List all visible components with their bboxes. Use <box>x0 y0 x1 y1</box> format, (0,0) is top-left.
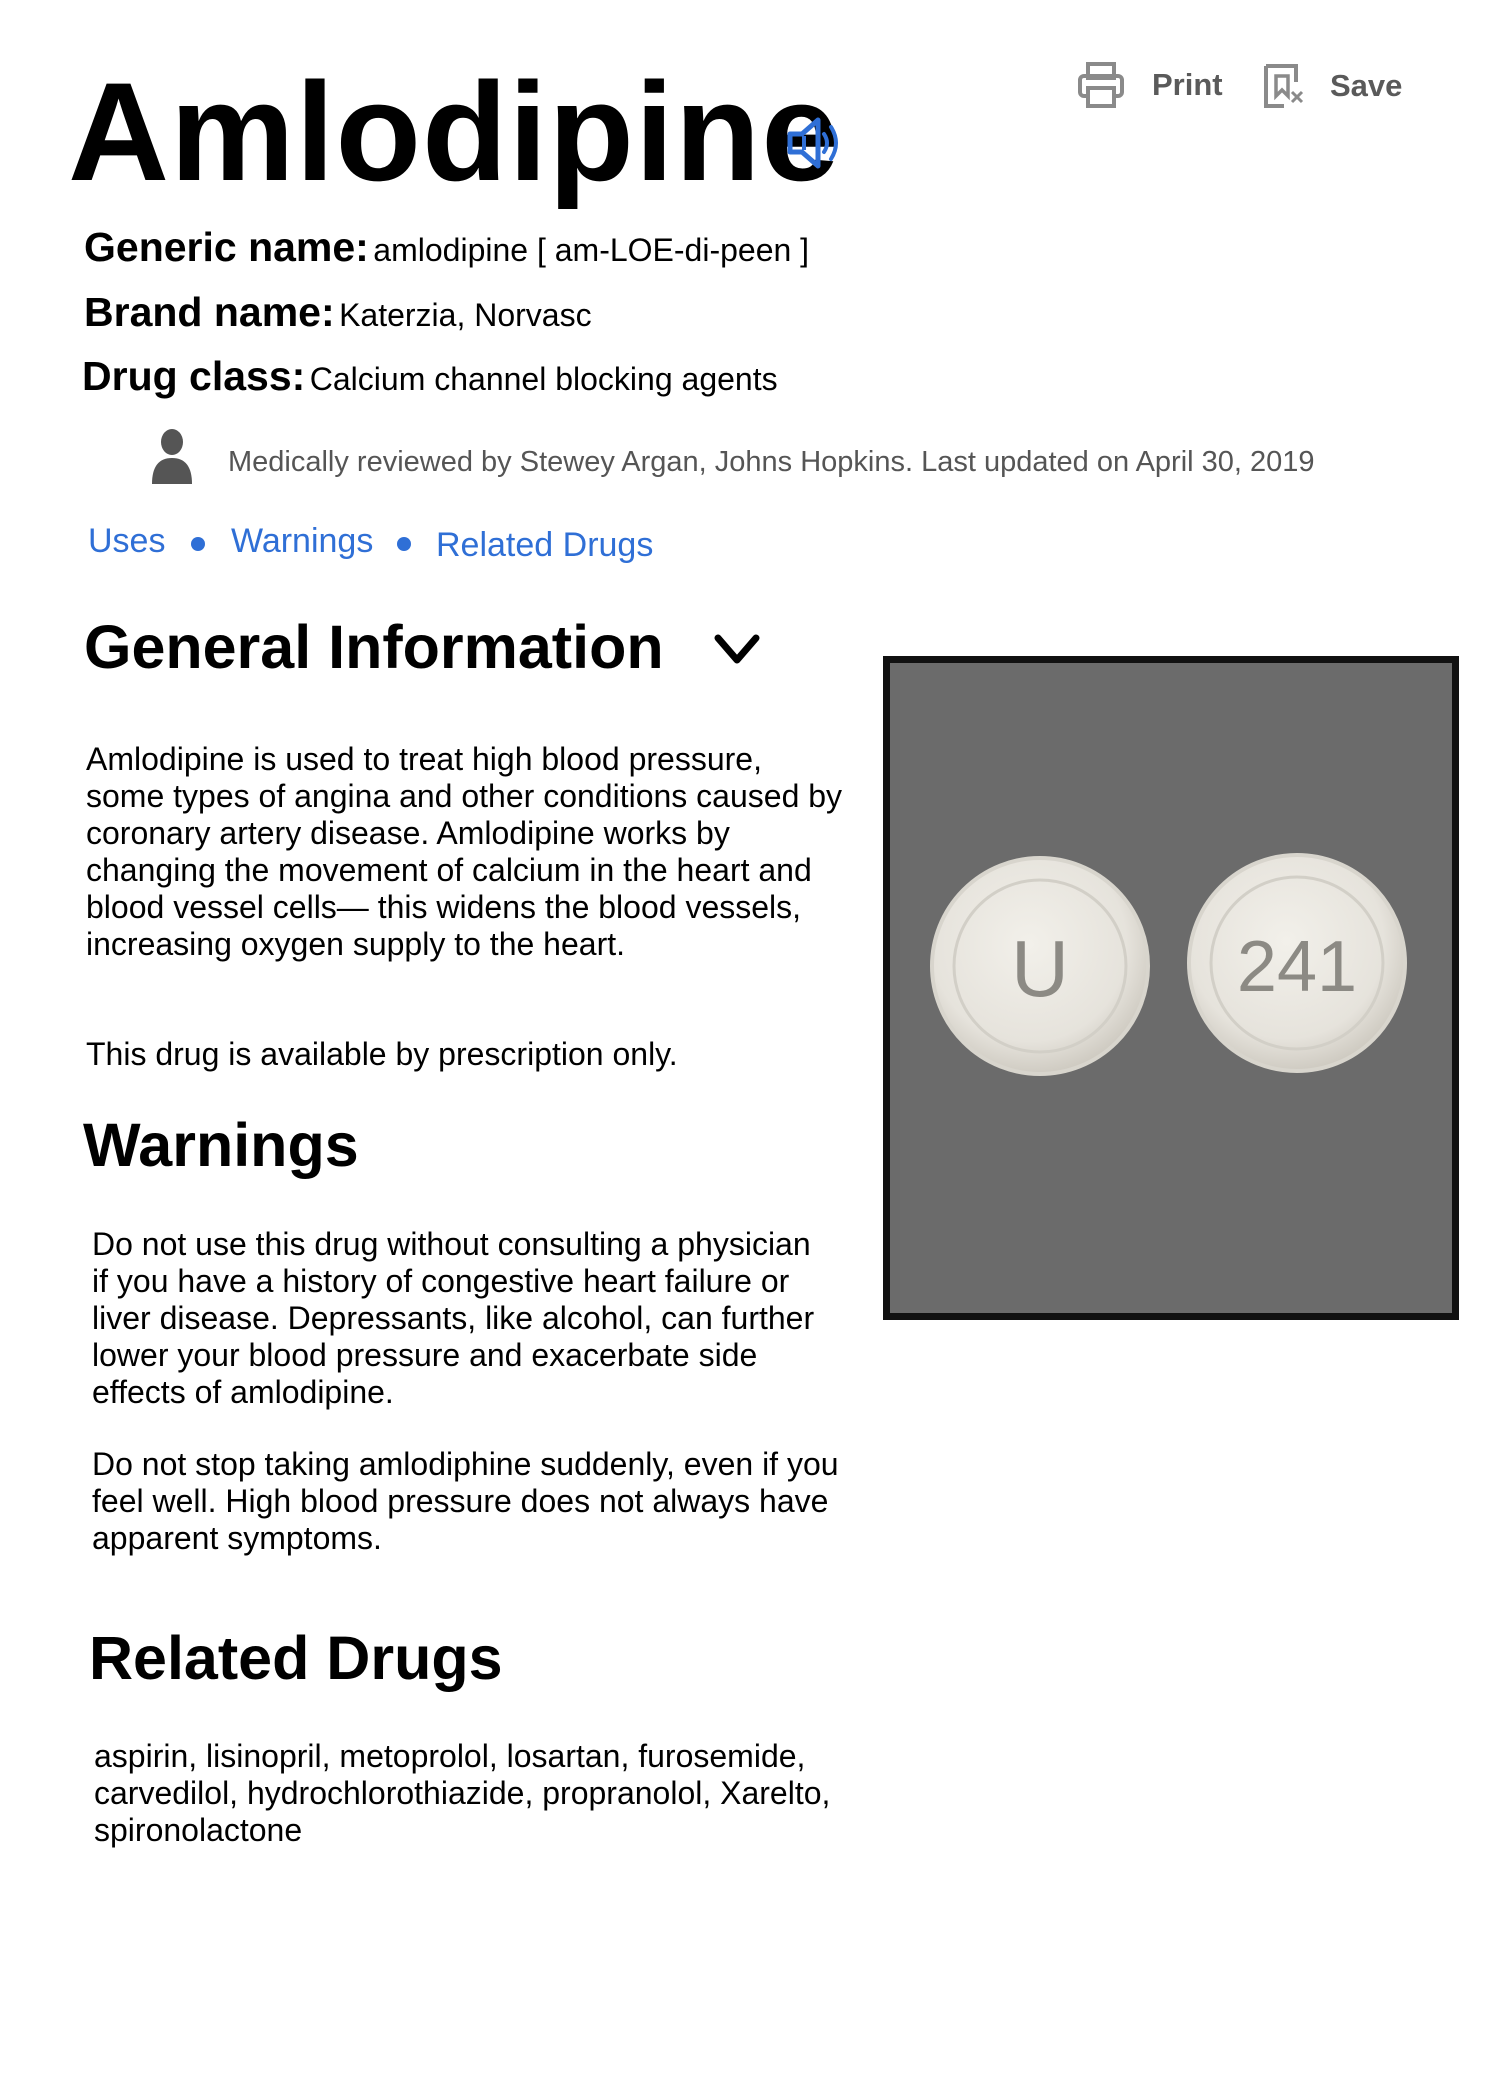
review-note: Medically reviewed by Stewey Argan, Johns Hopkins. Last updated on April 30, 2019 <box>228 446 1315 478</box>
generic-name-row <box>84 224 810 270</box>
general-information-heading: General Information <box>84 613 664 681</box>
print-label: Print <box>1152 67 1223 102</box>
speaker-icon[interactable] <box>784 112 846 179</box>
pill-left-imprint: U <box>1011 924 1069 1013</box>
bookmark-icon <box>1262 62 1306 110</box>
brand-name-value: Katerzia, Norvasc <box>339 297 592 333</box>
printer-icon <box>1076 60 1126 110</box>
page-title: Amlodipine <box>68 53 841 210</box>
generic-name-label: Generic name: <box>84 224 369 270</box>
drug-class-row <box>82 353 778 399</box>
drug-class-value: Calcium channel blocking agents <box>309 361 778 397</box>
print-button[interactable] <box>1076 60 1223 110</box>
save-button[interactable] <box>1262 62 1402 110</box>
nav-separator-dot <box>397 537 411 551</box>
nav-link-related-drugs[interactable]: Related Drugs <box>436 526 654 564</box>
nav-link-warnings[interactable]: Warnings <box>231 522 374 560</box>
person-icon <box>150 428 194 489</box>
pill-right-imprint: 241 <box>1236 927 1358 1007</box>
generic-name-value: amlodipine [ am-LOE-di-peen ] <box>373 232 810 268</box>
pill-right <box>1189 855 1405 1071</box>
warnings-paragraph: Do not use this drug without consulting a physician if you have a history of congestive heart failure or liver disease. Depressants, like alcohol, can further lower your blood pressure and exacerbate side effects of amlodipine. <box>92 1226 815 1410</box>
drug-class-label: Drug class: <box>82 353 306 399</box>
nav-separator-dot <box>191 537 205 551</box>
nav-link-uses[interactable]: Uses <box>88 522 166 560</box>
general-paragraph: Amlodipine is used to treat high blood pressure, some types of angina and other conditions caused by coronary artery disease. Amlodipine works by changing the movement of calcium in the heart and blood vessel cells— this widens the blood vessels, increasing oxygen supply to the heart. <box>86 741 843 962</box>
related-drugs-list: aspirin, lisinopril, metoprolol, losartan, furosemide, carvedilol, hydrochlorothiazide, propranolol, Xarelto, spironolactone <box>94 1738 831 1848</box>
related-drugs-heading: Related Drugs <box>89 1624 503 1692</box>
save-label: Save <box>1330 68 1403 103</box>
warnings-heading: Warnings <box>83 1111 359 1179</box>
brand-name-row <box>84 289 592 335</box>
chevron-down-icon[interactable] <box>712 630 762 675</box>
pill-image <box>883 656 1459 1320</box>
warnings-paragraph: Do not stop taking amlodiphine suddenly, even if you feel well. High blood pressure does not always have apparent symptoms. <box>92 1446 839 1556</box>
general-paragraph: This drug is available by prescription only. <box>86 1036 678 1072</box>
brand-name-label: Brand name: <box>84 289 335 335</box>
pill-left <box>932 858 1148 1074</box>
